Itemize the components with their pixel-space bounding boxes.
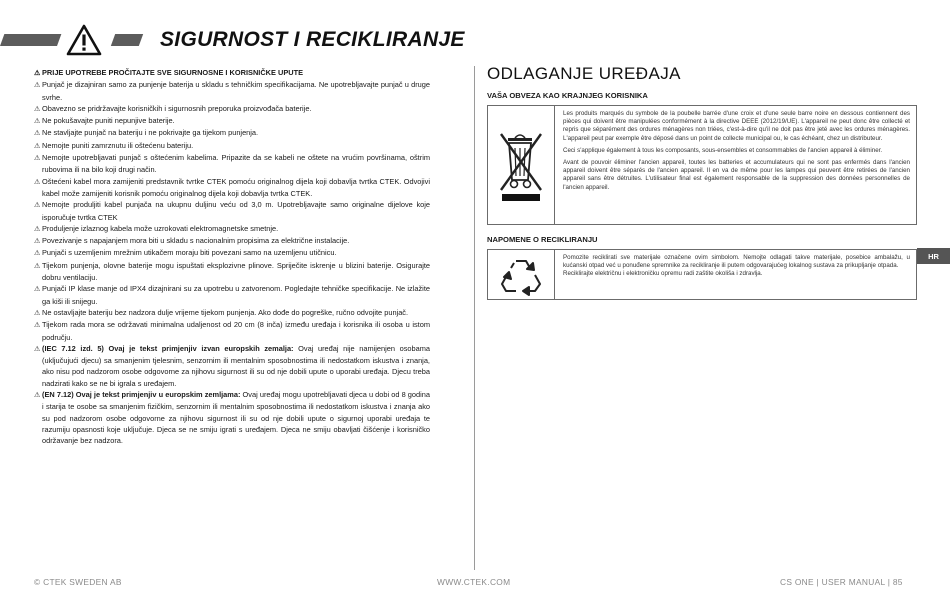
safety-item-text: Povezivanje s napajanjem mora biti u skladu s nacionalnim propisima za električne instalacije. bbox=[42, 236, 350, 246]
warning-small-icon: ⚠ bbox=[34, 155, 41, 163]
recycling-box bbox=[487, 249, 917, 300]
safety-item bbox=[34, 247, 430, 259]
recycling-text bbox=[555, 250, 916, 299]
warning-small-icon: ⚠ bbox=[34, 82, 41, 90]
safety-item bbox=[34, 260, 430, 284]
recycling-heading: NAPOMENE O RECIKLIRANJU bbox=[487, 235, 598, 244]
warning-small-icon: ⚠ bbox=[34, 309, 41, 317]
safety-item bbox=[34, 79, 430, 103]
footer-copyright: © CTEK SWEDEN AB bbox=[34, 577, 122, 587]
weee-paragraph: Ceci s'applique également à tous les composants, sous-ensembles et consommables de l'ancien appareil à éliminer. bbox=[563, 146, 883, 154]
safety-item-bold: (IEC 7.12 izd. 5) Ovaj je tekst primjenjiv izvan europskih zemalja: bbox=[42, 343, 294, 353]
safety-item bbox=[34, 389, 430, 446]
safety-item-text: Tijekom punjenja, olovne baterije mogu ispuštati eksplozivne plinove. Spriječite iskrenje u blizini baterije. Osigurajte dobru ventilaciju. bbox=[42, 260, 430, 283]
weee-text bbox=[555, 106, 916, 224]
safety-item-text: Punjači IP klase manje od IPX4 dizajnirani su za upotrebu u zatvorenom. Pogledajte tehničke specifikacije. Ne izlažite ga kiši ili snijegu. bbox=[42, 284, 430, 306]
recycle-arrows-icon bbox=[499, 253, 543, 297]
language-tab: HR bbox=[917, 248, 950, 264]
warning-small-icon: ⚠ bbox=[34, 238, 41, 246]
safety-item bbox=[34, 235, 430, 247]
safety-item bbox=[34, 140, 430, 152]
warning-small-icon: ⚠ bbox=[34, 105, 41, 113]
safety-item bbox=[34, 115, 430, 127]
safety-item bbox=[34, 307, 430, 319]
safety-item-text: Ne stavljajte punjač na bateriju i ne pokrivajte ga tijekom punjenja. bbox=[42, 128, 259, 138]
footer-website: WWW.CTEK.COM bbox=[437, 577, 511, 587]
safety-item bbox=[34, 199, 430, 223]
safety-item-text: Obavezno se pridržavajte korisničkih i sigurnosnih preporuka proizvođača baterije. bbox=[42, 103, 312, 113]
safety-item-text: Oštećeni kabel mora zamijeniti predstavnik tvrtke CTEK pomoću originalnog dijela koji dobavlja tvrtka CTEK. Odvojivi kabel može zamijeniti korisnik pomoću originalnog dijela koji dobavlja tvrtka CTEK. bbox=[42, 176, 430, 198]
warning-small-icon: ⚠ bbox=[34, 142, 41, 150]
warning-small-icon: ⚠ bbox=[34, 345, 41, 353]
safety-item-bold: (EN 7.12) Ovaj je tekst primjenjiv u europskim zemljama: bbox=[42, 390, 241, 400]
warning-small-icon: ⚠ bbox=[34, 286, 41, 294]
footer-manual-page: CS ONE | USER MANUAL | 85 bbox=[780, 577, 903, 587]
weee-paragraph: Les produits marqués du symbole de la poubelle barrée d'une croix et d'une seule barre noire en dessous contiennent des pièces qui doivent être manipulées conformément à la directive DEEE (2012/19/UE). L'appareil ne peut donc être collecté et repris que séparément des ordures ménagères non triées, c'est-à-dire qu'il ne doit pas être jeté avec les ordures ménagères. L'appareil peut par exemple être déposé dans un point de collecte municipal ou, le cas échéant, chez un distributeur. bbox=[563, 110, 910, 142]
safety-item bbox=[34, 127, 430, 139]
warning-small-icon: ⚠ bbox=[34, 70, 41, 77]
safety-item-text: Nemojte upotrebljavati punjač s oštećenim kabelima. Pripazite da se kabeli ne oštete na vrućim površinama, oštrim rubovima ili na bilo koji drugi način. bbox=[42, 153, 430, 175]
safety-item-text: Ne ostavljajte bateriju bez nadzora dulje vrijeme tijekom punjenja. Ako dođe do pogreške, ručno odvojite punjač. bbox=[42, 307, 409, 317]
safety-item-text: Punjač je dizajniran samo za punjenje baterija u skladu s tehničkim specifikacijama. Ne upotrebljavajte punjač u druge svrhe. bbox=[42, 80, 430, 102]
warning-small-icon: ⚠ bbox=[34, 225, 41, 233]
safety-item-text: Ovaj uređaj nije namijenjen osobama (uključujući djecu) sa smanjenim tjelesnim, senzornim ili mentalnim sposobnostima ili nedostatkom iskustva i znanja, ako nisu pod nadzorom osobe odgovorne za njihovu sigurnost ili su od nje dobili upute o uporabi uređaja. Djecu treba nadzirati kako se ne bi igrala s uređajem. bbox=[42, 343, 430, 388]
safety-item bbox=[34, 319, 430, 343]
safety-item-text: Nemojte produljiti kabel punjača na ukupnu duljinu veću od 3,0 m. Upotrebljavajte samo originalne dijelove koje isporučuje tvrtka CTEK bbox=[42, 200, 430, 222]
safety-heading: ⚠ PRIJE UPOTREBE PROČITAJTE SVE SIGURNOSNE I KORISNIČKE UPUTE bbox=[34, 67, 430, 79]
obligation-heading: VAŠA OBVEZA KAO KRAJNJEG KORISNIKA bbox=[487, 91, 648, 100]
recycling-paragraph: Reciklirajte električnu i elektroničku opremu radi zaštite okoliša i zdravlja. bbox=[563, 270, 763, 278]
recycling-paragraph: Pomozite reciklirati sve materijale označene ovim simbolom. Nemojte odlagati takve materijale, posebice ambalažu, u kućanski otpad već u ponuđene spremnike za recikliranje ili putem odgovarajućeg lokalnog sustava za prikupljanje otpada. bbox=[563, 254, 910, 270]
safety-instructions bbox=[34, 67, 430, 447]
safety-item-text: Nemojte puniti zamrznutu ili oštećenu bateriju. bbox=[42, 140, 194, 150]
safety-item bbox=[34, 283, 430, 307]
warning-small-icon: ⚠ bbox=[34, 262, 41, 270]
warning-small-icon: ⚠ bbox=[34, 202, 41, 210]
warning-small-icon: ⚠ bbox=[34, 250, 41, 258]
safety-item bbox=[34, 176, 430, 200]
warning-small-icon: ⚠ bbox=[34, 322, 41, 330]
safety-item-text: Produljenje izlaznog kabela može uzrokovati elektromagnetske smetnje. bbox=[42, 223, 279, 233]
weee-paragraph: Avant de pouvoir éliminer l'ancien appareil, toutes les batteries et accumulateurs qui ne sont pas enfermés dans l'ancien appareil doivent être séparés de l'ancien appareil. Il en va de même pour les lampes qui peuvent être retirées de l'ancien appareil sans être détruites. L'utilisateur final est également responsable de la suppression des données personnelles de l'ancien appareil. bbox=[563, 159, 910, 191]
page-title: SIGURNOST I RECIKLIRANJE bbox=[160, 28, 465, 51]
crossed-out-wheelie-bin-icon bbox=[495, 126, 547, 204]
warning-small-icon: ⚠ bbox=[34, 178, 41, 186]
warning-small-icon: ⚠ bbox=[34, 118, 41, 126]
warning-triangle-icon bbox=[66, 24, 102, 56]
warning-small-icon: ⚠ bbox=[34, 392, 41, 400]
weee-box bbox=[487, 105, 917, 225]
safety-item-text: Ovaj uređaj mogu upotrebljavati djeca u dobi od 8 godina i starija te osobe sa smanjenim fizičkim, senzornim ili mentalnim sposobnostima ili nedostatkom iskustva i znanja ako su pod nadzorom osobe odgovorne za njihovu sigurnost ili su od nje dobili upute o sigurnoj uporabi uređaja te razumiju opasnosti koje uključuje. Djeca se ne smiju igrati s uređajem. Djeca ne smiju obavljati čišćenje i korisničko održavanje bez nadzora. bbox=[42, 390, 431, 446]
disposal-section bbox=[487, 64, 917, 300]
safety-item bbox=[34, 343, 430, 389]
disposal-title: ODLAGANJE UREĐAJA bbox=[487, 64, 681, 83]
safety-item-text: Punjači s uzemljenim mrežnim utikačem moraju biti povezani samo na uzemljenu utičnicu. bbox=[42, 248, 337, 258]
warning-small-icon: ⚠ bbox=[34, 130, 41, 138]
safety-item-text: Ne pokušavajte puniti nepunjive baterije. bbox=[42, 116, 175, 126]
column-divider bbox=[474, 66, 475, 570]
safety-item bbox=[34, 152, 430, 176]
safety-item-text: Tijekom rada mora se održavati minimalna udaljenost od 20 cm (8 inča) između uređaja i korisnika ili osoba u istom području. bbox=[42, 320, 430, 342]
header-decor-bar-right bbox=[111, 34, 143, 46]
safety-item bbox=[34, 223, 430, 235]
safety-item bbox=[34, 103, 430, 115]
header-decor-bar-left bbox=[0, 34, 61, 46]
